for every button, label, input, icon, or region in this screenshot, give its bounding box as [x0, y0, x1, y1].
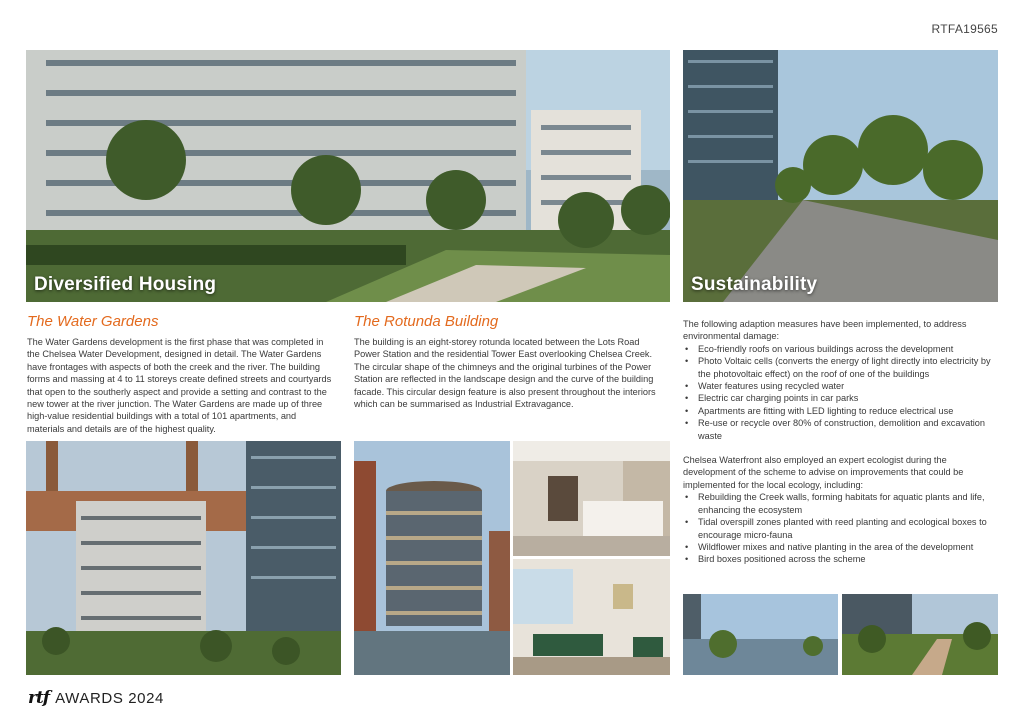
river-photo — [683, 594, 838, 675]
aerial-photo — [26, 441, 341, 675]
bedroom-photo — [513, 441, 670, 556]
measure-item: • Re-use or recycle over 80% of construction, demolition and excavation waste — [683, 417, 1001, 442]
rotunda-title: The Rotunda Building — [354, 313, 499, 330]
ecology-list — [683, 491, 1001, 565]
sustainability-photo — [683, 50, 998, 302]
rotunda-body: The building is an eight-storey rotunda located between the Lots Road Power Station and the residential Tower East overlooking Chelsea Creek. The circular shape of the chimneys and the original turbines of the Power Station are reflected in the landscape design and the curve of the building facade. This circular design feature is also present throughout the interiors which can be summarised as Industrial Extravagance. — [354, 337, 656, 410]
housing-photo — [26, 50, 670, 302]
rtf-awards-logo — [28, 688, 164, 708]
project-reference: RTFA19565 — [931, 22, 998, 36]
measure-item: • Eco-friendly roofs on various buildings across the development — [683, 343, 1001, 355]
awards-label: AWARDS 2024 — [55, 689, 164, 707]
sustainability-overlay-title: Sustainability — [691, 274, 818, 295]
ecology-intro: Chelsea Waterfront also employed an expert ecologist during the development of the scheme to advise on improvements that could be implemented for the local ecology, including: — [683, 455, 964, 490]
sustainability-intro: The following adaption measures have been implemented, to address environmental damage: — [683, 319, 967, 342]
garden-path-photo — [842, 594, 998, 675]
measures-list — [683, 343, 1001, 442]
housing-overlay-title: Diversified Housing — [34, 274, 217, 295]
measure-item: • Water features using recycled water — [683, 380, 1001, 392]
measure-item: • Electric car charging points in car parks — [683, 392, 1001, 404]
water-gardens-body: The Water Gardens development is the first phase that was completed in the Chelsea Water Development, designed in detail. The Water Gardens have frontages with aspects of both the creek and the river. The building forms and massing at 4 to 11 storeys create defined streets and courtyards that open to the southerly aspect and provide a setting and contrast to the new tower at the river junction. The Water Gardens are made up of three high-value residential buildings with a total of 101 apartments, and materials and details are of the highest quality. — [27, 337, 332, 434]
rotunda-photo — [354, 441, 510, 675]
sustainability-text — [683, 318, 1001, 566]
measure-item: • Photo Voltaic cells (converts the energy of light directly into electricity by the photovoltaic effect) on the roof of one of the buildings — [683, 355, 1001, 380]
ecology-item: • Bird boxes positioned across the scheme — [683, 553, 1001, 565]
measure-item: • Apartments are fitting with LED lighting to reduce electrical use — [683, 405, 1001, 417]
living-room-photo — [513, 559, 670, 675]
ecology-item: • Rebuilding the Creek walls, forming habitats for aquatic plants and life, enhancing the ecosystem — [683, 491, 1001, 516]
water-gardens-title: The Water Gardens — [27, 313, 159, 330]
ecology-item: • Tidal overspill zones planted with reed planting and ecological boxes to encourage micro-fauna — [683, 516, 1001, 541]
rtf-logo-mark: rtf — [28, 688, 50, 708]
ecology-item: • Wildflower mixes and native planting in the area of the development — [683, 541, 1001, 553]
